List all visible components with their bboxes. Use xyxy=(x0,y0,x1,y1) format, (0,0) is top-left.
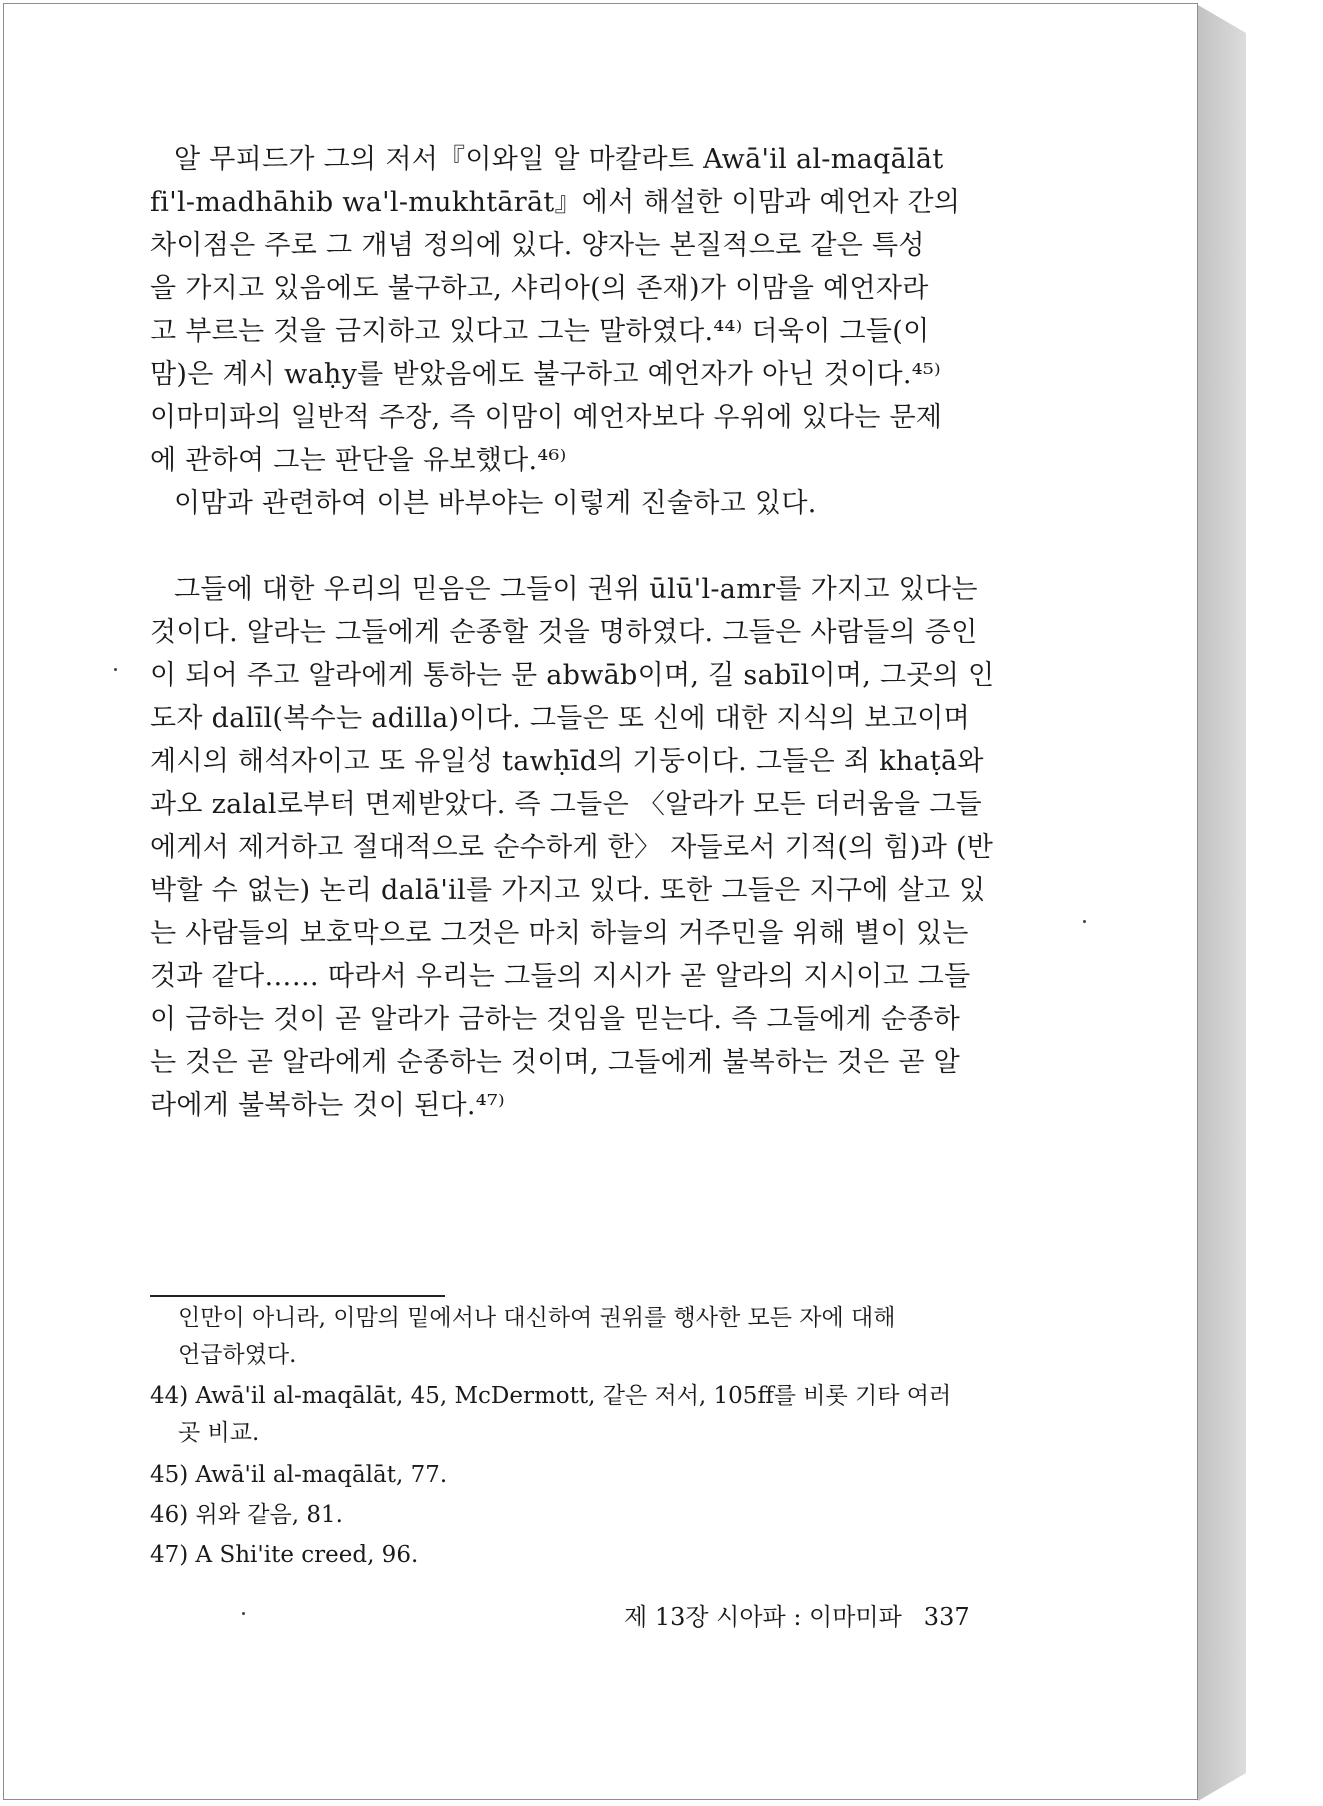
quote-line: 에게서 제거하고 절대적으로 순수하게 한〉 자들로서 기적(의 힘)과 (반 xyxy=(150,832,994,863)
scan-speck xyxy=(1083,920,1086,923)
scan-speck xyxy=(114,668,117,671)
body-line: 이마미파의 일반적 주장, 즉 이맘이 예언자보다 우위에 있다는 문제 xyxy=(150,402,943,433)
footnote-continued: 언급하였다. xyxy=(178,1342,297,1368)
quote-line: 는 사람들의 보호막으로 그것은 마치 하늘의 거주민을 위해 별이 있는 xyxy=(150,918,969,949)
footnote-45: 45) Awā'il al-maqālāt, 77. xyxy=(150,1462,448,1488)
footnote-46: 46) 위와 같음, 81. xyxy=(150,1502,343,1528)
quote-line: 것이다. 알라는 그들에게 순종할 것을 명하였다. 그들은 사람들의 증인 xyxy=(150,617,978,648)
quote-line: 계시의 해석자이고 또 유일성 tawḥīd의 기둥이다. 그들은 죄 khaṭā와 xyxy=(150,746,984,777)
footnote-47: 47) A Shi'ite creed, 96. xyxy=(150,1542,419,1568)
quote-line: 이 금하는 것이 곧 알라가 금하는 것임을 믿는다. 즉 그들에게 순종하 xyxy=(150,1004,961,1035)
body-line: fi'l-madhāhib wa'l-mukhtārāt』에서 해설한 이맘과 예언자 간의 xyxy=(150,187,961,218)
quote-line: 이 되어 주고 알라에게 통하는 문 abwāb이며, 길 sabīl이며, 그곳의 인 xyxy=(150,660,995,691)
body-line: 고 부르는 것을 금지하고 있다고 그는 말하였다.⁴⁴⁾ 더욱이 그들(이 xyxy=(150,316,930,347)
quote-line: 도자 dalīl(복수는 adilla)이다. 그들은 또 신에 대한 지식의 보고이며 xyxy=(150,703,970,734)
footnote-divider xyxy=(150,1295,445,1297)
quote-line: 라에게 불복하는 것이 된다.⁴⁷⁾ xyxy=(150,1090,505,1121)
page-footer xyxy=(624,1597,970,1632)
quote-line: 는 것은 곧 알라에게 순종하는 것이며, 그들에게 불복하는 것은 곧 알 xyxy=(150,1047,961,1078)
running-head: 제 13장 시아파 : 이마미파 xyxy=(624,1603,902,1631)
body-line: 차이점은 주로 그 개념 정의에 있다. 양자는 본질적으로 같은 특성 xyxy=(150,230,925,261)
body-line: 을 가지고 있음에도 불구하고, 샤리아(의 존재)가 이맘을 예언자라 xyxy=(150,273,929,304)
quote-line: 그들에 대한 우리의 믿음은 그들이 권위 ūlū'l-amr를 가지고 있다는 xyxy=(174,574,978,605)
footnote-continued: 인만이 아니라, 이맘의 밑에서나 대신하여 권위를 행사한 모든 자에 대해 xyxy=(178,1305,896,1331)
footnote-44-cont: 곳 비교. xyxy=(178,1420,260,1446)
body-line: 이맘과 관련하여 이븐 바부야는 이렇게 진술하고 있다. xyxy=(174,488,817,519)
quote-line: 박할 수 없는) 논리 dalā'il를 가지고 있다. 또한 그들은 지구에 살고 있 xyxy=(150,875,986,906)
scan-speck xyxy=(242,1612,245,1615)
quote-line: 과오 zalal로부터 면제받았다. 즉 그들은 〈알라가 모든 더러움을 그들 xyxy=(150,789,982,820)
quote-line: 것과 같다…… 따라서 우리는 그들의 지시가 곧 알라의 지시이고 그들 xyxy=(150,961,971,992)
page-edge-shadow xyxy=(1198,5,1246,1801)
page-number: 337 xyxy=(923,1603,970,1631)
footnote-44: 44) Awā'il al-maqālāt, 45, McDermott, 같은 저서, 105ff를 비롯 기타 여러 xyxy=(150,1383,952,1409)
body-line: 에 관하여 그는 판단을 유보했다.⁴⁶⁾ xyxy=(150,445,567,476)
body-line: 맘)은 계시 waḥy를 받았음에도 불구하고 예언자가 아닌 것이다.⁴⁵⁾ xyxy=(150,359,941,390)
body-line: 알 무피드가 그의 저서『이와일 알 마칼라트 Awā'il al-maqālāt xyxy=(174,144,944,175)
